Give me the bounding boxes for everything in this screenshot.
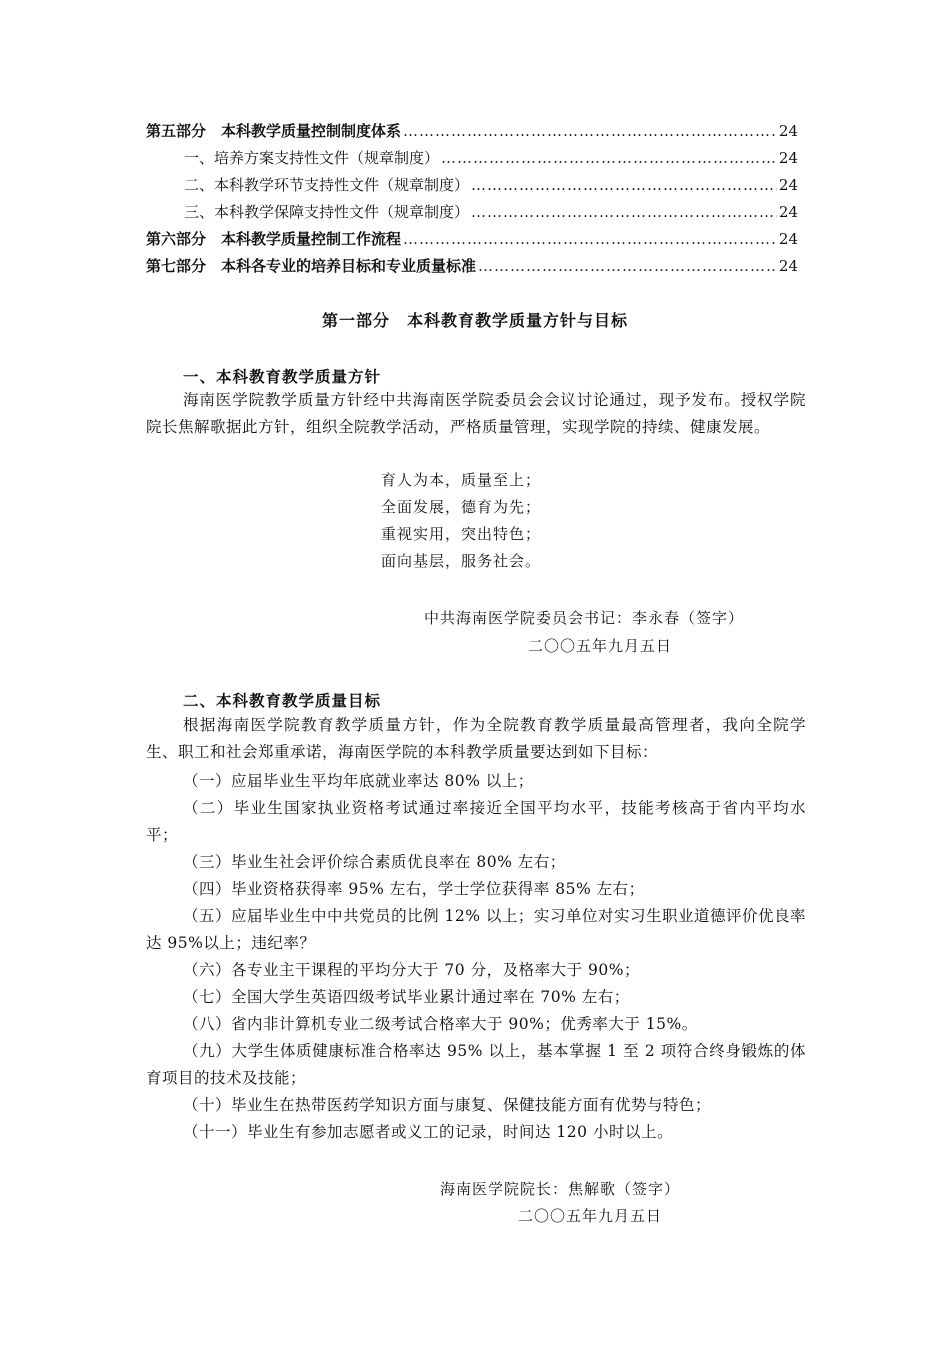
signature-signer: 海南医学院院长：焦解歌（签字） [440,1180,681,1198]
policy-paragraph: 海南医学院教学质量方针经中共海南医学院委员会会议讨论通过，现予发布。授权学院院长焦解歌据此方针，组织全院教学活动，严格质量管理，实现学院的持续、健康发展。 [146,391,806,436]
toc-entry-title: 第五部分 本科教学质量控制制度体系 [146,122,402,140]
goal-item: （八）省内非计算机专业二级考试合格率大于 90%；优秀率大于 15%。 [183,1015,698,1033]
toc-entry[interactable] [146,145,798,172]
toc-page-number: 24 [778,230,798,248]
toc-entry-title: 第六部分 本科教学质量控制工作流程 [146,230,402,248]
toc-leader-dots [471,199,777,226]
toc-entry[interactable] [146,253,798,280]
toc-leader-dots [441,145,777,172]
goal-item: （四）毕业资格获得率 95% 左右，学士学位获得率 85% 左右； [183,880,645,898]
toc-entry-title: 第七部分 本科各专业的培养目标和专业质量标准 [146,257,477,275]
signature-date: 二〇〇五年九月五日 [528,637,673,655]
motto-line: 重视实用，突出特色； [381,525,542,543]
goals-list [146,768,806,1146]
toc-leader-dots [471,172,777,199]
goal-item: （九）大学生体质健康标准合格率达 95% 以上，基本掌握 1 至 2 项符合终身锻炼的体育项目的技术及技能； [146,1042,806,1087]
goal-item: （六）各专业主干课程的平均分大于 70 分，及格率大于 90%； [183,961,640,979]
section-heading: 二、本科教育教学质量目标 [183,691,382,710]
motto-line: 面向基层，服务社会。 [381,552,542,570]
toc-page-number: 24 [778,149,798,167]
section-heading: 一、本科教育教学质量方针 [183,367,382,386]
motto-line: 育人为本，质量至上； [381,471,542,489]
signature-signer: 中共海南医学院委员会书记：李永春（签字） [424,609,745,627]
toc-entry-title: 一、培养方案支持性文件（规章制度） [184,149,440,167]
goal-item: （一）应届毕业生平均年底就业率达 80% 以上； [183,772,534,790]
table-of-contents [146,118,798,280]
toc-entry[interactable] [146,172,798,199]
toc-entry[interactable] [146,118,798,145]
toc-page-number: 24 [778,122,798,140]
toc-leader-dots [403,226,777,253]
toc-page-number: 24 [778,176,798,194]
goal-item: （十）毕业生在热带医药学知识方面与康复、保健技能方面有优势与特色； [183,1096,712,1114]
toc-page-number: 24 [778,257,798,275]
signature-date: 二〇〇五年九月五日 [518,1207,663,1225]
goal-item: （五）应届毕业生中中共党员的比例 12% 以上；实习单位对实习生职业道德评价优良率达 95%以上；违纪率？ [146,907,806,952]
goal-item: （七）全国大学生英语四级考试毕业累计通过率在 70% 左右； [183,988,630,1006]
toc-entry-title: 三、本科教学保障支持性文件（规章制度） [184,203,470,221]
goals-intro-paragraph: 根据海南医学院教育教学质量方针，作为全院教育教学质量最高管理者，我向全院学生、职工和社会郑重承诺，海南医学院的本科教学质量要达到如下目标： [146,716,806,761]
toc-page-number: 24 [778,203,798,221]
toc-entry[interactable] [146,226,798,253]
toc-leader-dots [403,118,777,145]
toc-entry[interactable] [146,199,798,226]
part-title: 第一部分 本科教育教学质量方针与目标 [321,311,628,330]
goal-item: （十一）毕业生有参加志愿者或义工的记录，时间达 120 小时以上。 [183,1123,673,1141]
toc-entry-title: 二、本科教学环节支持性文件（规章制度） [184,176,470,194]
motto-line: 全面发展，德育为先； [381,498,542,516]
toc-leader-dots [478,253,777,280]
goal-item: （三）毕业生社会评价综合素质优良率在 80% 左右； [183,853,566,871]
policy-motto [381,467,541,575]
goal-item: （二）毕业生国家执业资格考试通过率接近全国平均水平，技能考核高于省内平均水平； [146,799,806,844]
